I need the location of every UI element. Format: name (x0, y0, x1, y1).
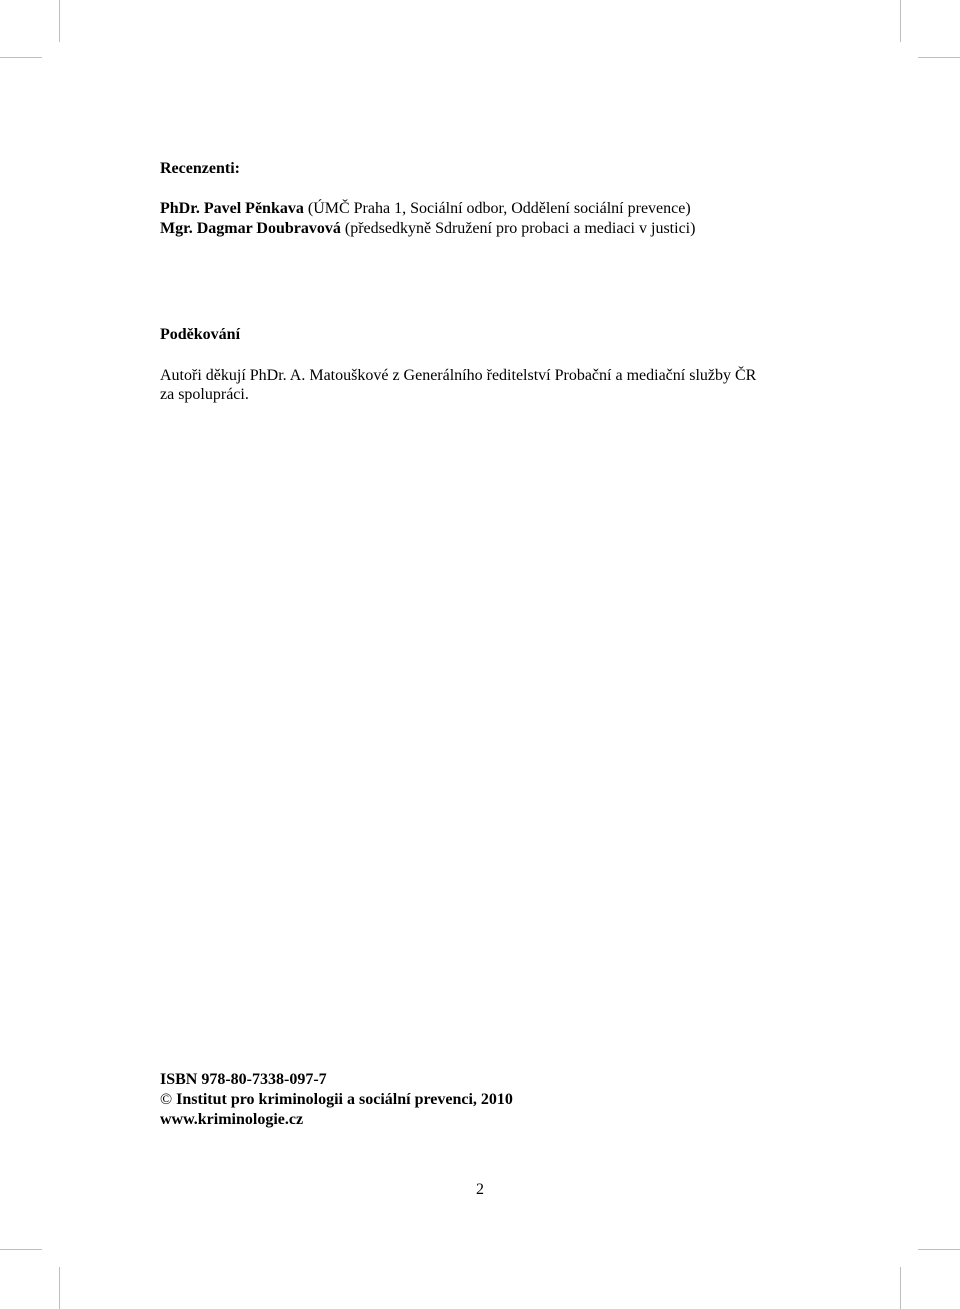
crop-mark-top-right-vertical (900, 0, 901, 42)
reviewer-name: PhDr. Pavel Pěnkava (160, 200, 304, 217)
copyright-symbol: © (160, 1091, 173, 1108)
copyright-text: Institut pro kriminologii a sociální prevenci, 2010 (172, 1091, 513, 1108)
crop-mark-top-left-vertical (59, 0, 60, 42)
acknowledgements-heading: Poděkování (160, 326, 241, 343)
acknowledgements-text-line-1: Autoři děkují PhDr. A. Matouškové z Generálního ředitelství Probační a mediační služby ČR (160, 367, 757, 384)
crop-mark-bottom-left-horizontal (0, 1249, 42, 1250)
crop-mark-bottom-right-horizontal (918, 1249, 960, 1250)
reviewer-entry-1 (160, 199, 691, 219)
page-number: 2 (476, 1181, 484, 1198)
crop-mark-bottom-right-vertical (900, 1267, 901, 1309)
reviewer-name: Mgr. Dagmar Doubravová (160, 220, 341, 237)
copyright-line (160, 1090, 513, 1110)
reviewer-detail: (ÚMČ Praha 1, Sociální odbor, Oddělení sociální prevence) (303, 200, 691, 217)
acknowledgements-text-line-2: za spolupráci. (160, 386, 249, 403)
reviewer-detail: (předsedkyně Sdružení pro probaci a mediaci v justici) (340, 220, 696, 237)
isbn-line: ISBN 978-80-7338-097-7 (160, 1071, 327, 1088)
crop-mark-bottom-left-vertical (59, 1267, 60, 1309)
reviewer-entry-2 (160, 219, 695, 239)
crop-mark-top-right-horizontal (918, 57, 960, 58)
reviewers-heading: Recenzenti: (160, 160, 240, 177)
crop-mark-top-left-horizontal (0, 57, 42, 58)
website-line: www.kriminologie.cz (160, 1111, 304, 1128)
